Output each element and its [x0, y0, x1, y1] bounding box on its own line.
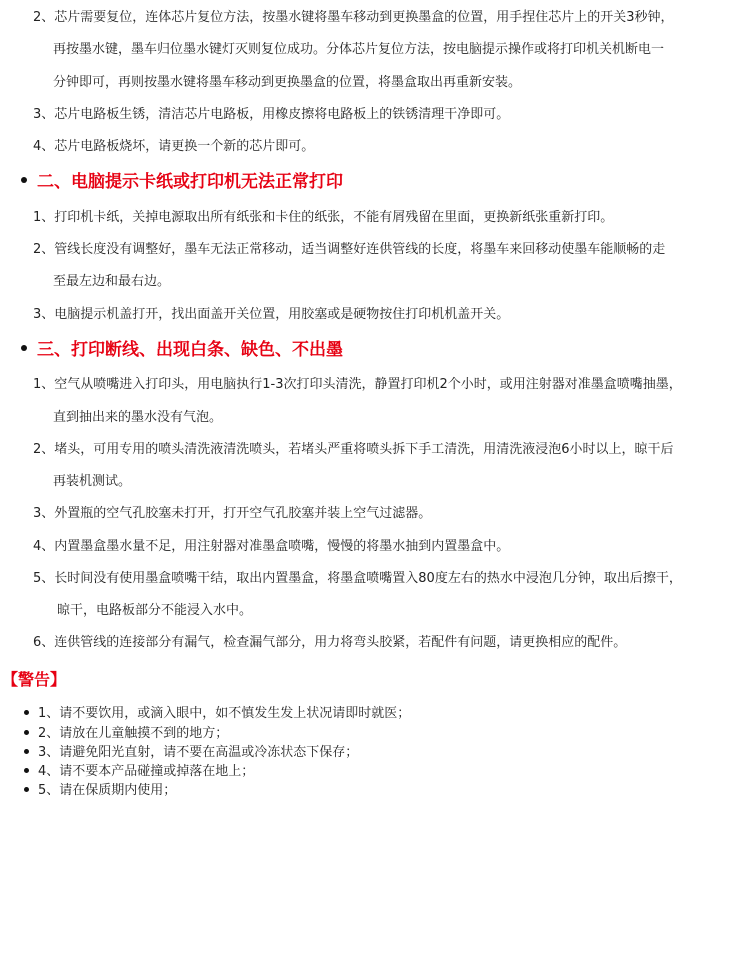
section3-heading: [21, 340, 343, 360]
s2-item2-line2: 至最左边和最右边。: [53, 274, 171, 289]
s3-item4: 4、内置墨盒墨水量不足，用注射器对准墨盒喷嘴，慢慢的将墨水抽到内置墨盒中。: [33, 539, 510, 554]
warning-item: [24, 745, 358, 761]
s1-item4: 4、芯片电路板烧坏，请更换一个新的芯片即可。: [33, 139, 315, 154]
warning-item: [24, 783, 176, 799]
warning-item-text: 3、请避免阳光直射，请不要在高温或冷冻状态下保存；: [38, 745, 359, 760]
warning-item: [24, 764, 254, 780]
s2-item3: 3、电脑提示机盖打开，找出面盖开关位置，用胶塞或是硬物按住打印机机盖开关。: [33, 307, 510, 322]
s3-item5-line2: 晾干，电路板部分不能浸入水中。: [57, 603, 253, 618]
s1-item3: 3、芯片电路板生锈，清洁芯片电路板，用橡皮擦将电路板上的铁锈清理干净即可。: [33, 107, 510, 122]
bullet-icon: [24, 710, 29, 715]
s2-item2-line1: 2、管线长度没有调整好，墨车无法正常移动，适当调整好连供管线的长度，将墨车来回移动使墨车能顺畅的走: [33, 242, 666, 257]
bullet-icon: [24, 730, 29, 735]
bullet-icon: [24, 768, 29, 773]
warning-item-text: 1、请不要饮用，或滴入眼中，如不慎发生发上状况请即时就医；: [38, 706, 411, 721]
s3-item6: 6、连供管线的连接部分有漏气，检查漏气部分，用力将弯头胶紧，若配件有问题，请更换相应的配件。: [33, 635, 627, 650]
s2-item1: 1、打印机卡纸，关掉电源取出所有纸张和卡住的纸张，不能有屑残留在里面，更换新纸张重新打印。: [33, 210, 614, 225]
s3-item1-line2: 直到抽出来的墨水没有气泡。: [53, 410, 223, 425]
s1-item2-line2: 再按墨水键，墨车归位墨水键灯灭则复位成功。分体芯片复位方法，按电脑提示操作或将打印机关机断电一: [53, 42, 665, 57]
warning-title: 【警告】: [2, 670, 67, 689]
s3-item1-line1: 1、空气从喷嘴进入打印头，用电脑执行1-3次打印头清洗，静置打印机2个小时，或用注射器对准墨盒喷嘴抽墨，: [33, 377, 682, 392]
s1-item2-line1: 2、芯片需要复位，连体芯片复位方法，按墨水键将墨车移动到更换墨盒的位置，用手捏住芯片上的开关3秒钟，: [33, 10, 674, 25]
warning-item: [24, 726, 228, 742]
warning-item-text: 5、请在保质期内使用；: [38, 783, 177, 798]
s3-item5-line1: 5、长时间没有使用墨盒喷嘴干结，取出内置墨盒，将墨盒喷嘴置入80度左右的热水中浸泡几分钟，取出后擦干，: [33, 571, 682, 586]
warning-item-text: 4、请不要本产品碰撞或掉落在地上；: [38, 764, 255, 779]
s3-item3: 3、外置瓶的空气孔胶塞未打开，打开空气孔胶塞并装上空气过滤器。: [33, 506, 432, 521]
bullet-icon: [24, 749, 29, 754]
bullet-icon: [24, 787, 29, 792]
bullet-icon: [21, 345, 27, 351]
s3-item2-line2: 再装机测试。: [53, 474, 132, 489]
warning-item-text: 2、请放在儿童触摸不到的地方；: [38, 726, 229, 741]
section2-title: 二、电脑提示卡纸或打印机无法正常打印: [37, 172, 343, 192]
s1-item2-line3: 分钟即可，再则按墨水键将墨车移动到更换墨盒的位置，将墨盒取出再重新安装。: [53, 75, 522, 90]
bullet-icon: [21, 177, 27, 183]
section2-heading: [21, 172, 343, 192]
section3-title: 三、打印断线、出现白条、缺色、不出墨: [37, 340, 343, 360]
warning-item: [24, 706, 410, 722]
s3-item2-line1: 2、堵头，可用专用的喷头清洗液清洗喷头，若堵头严重将喷头拆下手工清洗，用清洗液浸泡6小时以上，晾干后: [33, 442, 674, 457]
